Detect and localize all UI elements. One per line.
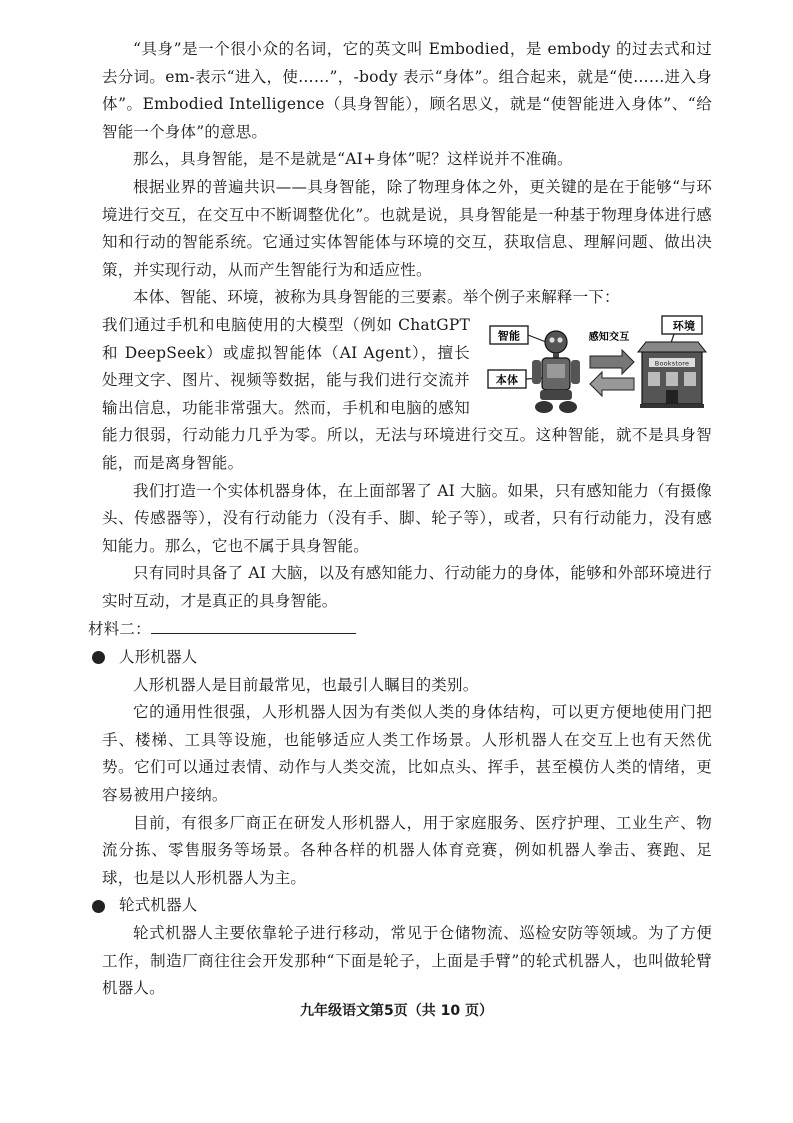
figure-illustration xyxy=(484,312,712,422)
paragraph-embodied-definition: “具身”是一个很小众的名词，它的英文叫 Embodied，是 embody 的过去式和过去分词。em-表示“进入，使……”，-body 表示“身体”。组合起来，就是“使……进入身体”。Embodied Intelligence（具身智能），顾名思义，就是“使智能进入身体”、“给智能一个身体”的意思。 xyxy=(102,40,712,141)
humanoid-paragraph-3: 目前，有很多厂商正在研发人形机器人，用于家庭服务、医疗护理、工业生产、物流分拣、零售服务等场景。各种各样的机器人体育竞赛，例如机器人拳击、赛跑、足球，也是以人形机器人为主。 xyxy=(102,813,712,887)
paragraph-true-embodied: 只有同时具备了 AI 大脑，以及有感知能力、行动能力的身体，能够和外部环境进行实时互动，才是真正的具身智能。 xyxy=(102,564,712,610)
label-environment-text: 环境 xyxy=(672,319,696,333)
bullet-circle-icon xyxy=(92,900,105,913)
material2-row xyxy=(88,615,712,644)
robot-icon xyxy=(532,331,580,413)
section-wheeled-heading xyxy=(88,892,712,920)
paragraph-large-models: 我们通过手机和电脑使用的大模型（例如 ChatGPT 和 DeepSeek）或虚拟智能体（AI Agent），擅长处理文字、图片、视频等数据，能与我们进行交流并输出信息，功能非常强大。然而，手机和电脑的感知能力很弱，行动能力几乎为零。所以，无法与环境进行交互。这种智能，就不是具身智能，而是离身智能。 xyxy=(102,315,712,472)
paragraph-consensus: 根据业界的普遍共识——具身智能，除了物理身体之外，更关键的是在于能够“与环境进行交互，在交互中不断调整优化”。也就是说，具身智能是一种基于物理身体进行感知和行动的智能系统。它通过实体智能体与环境的交互，获取信息、理解问题、做出决策，并实现行动，从而产生智能行为和适应性。 xyxy=(102,177,712,279)
arrow-left-icon xyxy=(590,372,634,396)
wheeled-paragraph-1: 轮式机器人主要依靠轮子进行移动，常见于仓储物流、巡检安防等领域。为了方便工作，制造厂商往往会开发那种“下面是轮子，上面是手臂”的轮式机器人，也叫做轮臂机器人。 xyxy=(102,924,712,998)
humanoid-paragraph-2: 它的通用性很强，人形机器人因为有类似人类的身体结构，可以更方便地使用门把手、楼梯、工具等设施，也能够适应人类工作场景。人形机器人在交互上也有天然优势。它们可以通过表情、动作与人类交流，比如点头、挥手，甚至模仿人类的情绪，更容易被用户接纳。 xyxy=(102,703,712,805)
section-humanoid-title: 人形机器人 xyxy=(119,648,198,667)
paragraph-question: 那么，具身智能，是不是就是“AI+身体”呢？这样说并不准确。 xyxy=(133,150,573,169)
paragraph-three-elements: 本体、智能、环境，被称为具身智能的三要素。举个例子来解释一下： xyxy=(133,288,620,307)
section-humanoid-heading xyxy=(88,644,712,672)
label-intelligence-text: 智能 xyxy=(497,329,521,343)
label-body-text: 本体 xyxy=(495,373,519,387)
building-sign-text: Bookstore xyxy=(654,359,690,368)
embodied-intelligence-figure xyxy=(484,312,712,422)
section-wheeled-title: 轮式机器人 xyxy=(119,896,198,915)
label-interaction-text: 感知交互 xyxy=(588,331,630,343)
material2-blank-line[interactable] xyxy=(151,615,356,634)
bullet-circle-icon xyxy=(92,651,105,664)
humanoid-paragraph-1: 人形机器人是目前最常见，也最引人瞩目的类别。 xyxy=(133,675,479,694)
building-icon xyxy=(638,342,706,408)
arrow-right-icon xyxy=(590,350,634,374)
material2-label: 材料二： xyxy=(88,620,151,639)
page-footer: 九年级语文第5页（共 10 页） xyxy=(300,1003,493,1019)
main-text xyxy=(88,36,712,1003)
paragraph-perception-action: 我们打造一个实体机器身体，在上面部署了 AI 大脑。如果，只有感知能力（有摄像头、传感器等），没有行动能力（没有手、脚、轮子等），或者，只有行动能力，没有感知能力。那么，它也不属于具身智能。 xyxy=(102,481,712,555)
